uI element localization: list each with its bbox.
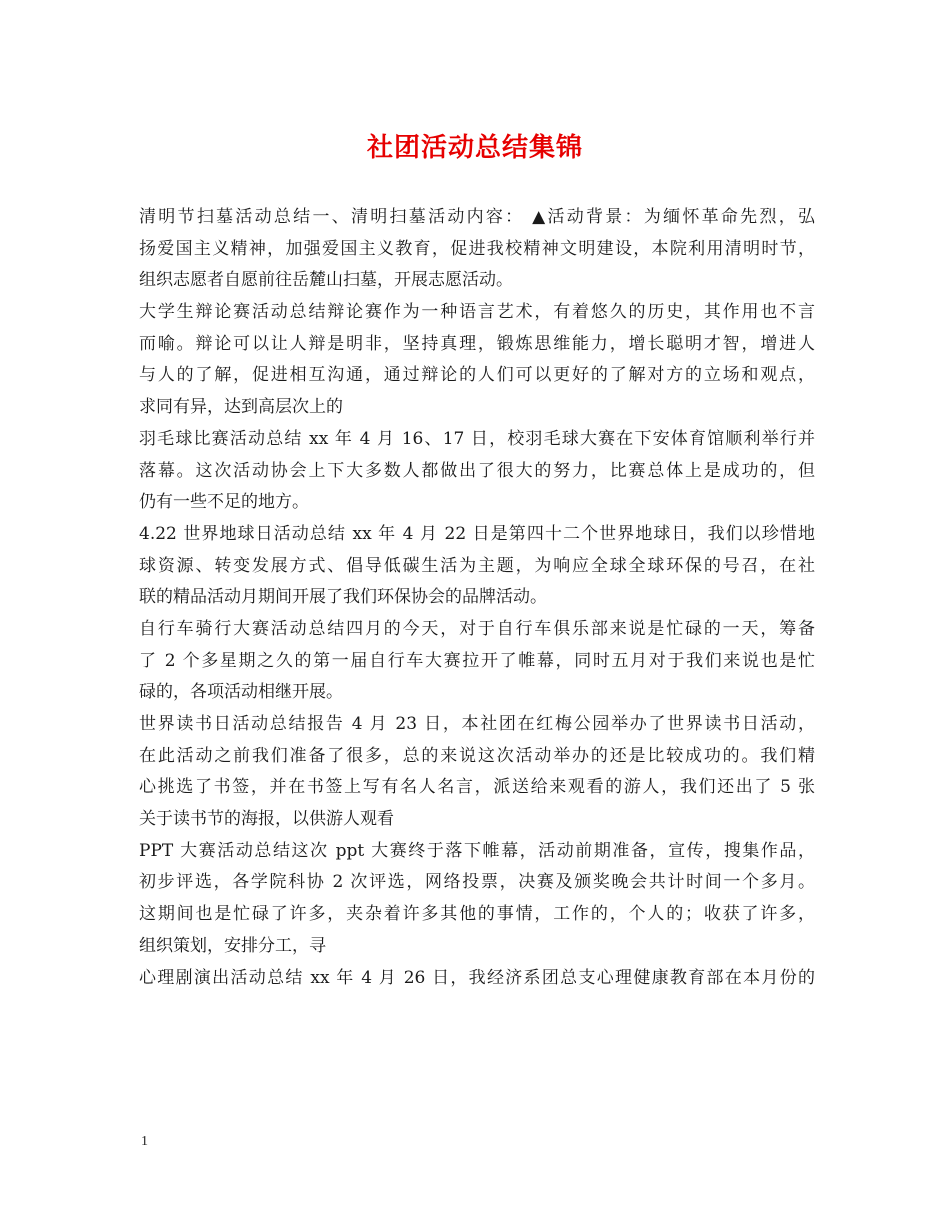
text-line: 世界读书日活动总结报告 4 月 23 日，本社团在红梅公园举办了世界读书日活动，	[139, 714, 815, 734]
text-line: 碌的，各项活动相继开展。	[139, 682, 343, 703]
text-line: PPT 大赛活动总结这次 ppt 大赛终于落下帷幕，活动前期准备，宣传，搜集作品，	[139, 840, 815, 861]
text-line: 仍有一些不足的地方。	[139, 492, 309, 513]
text-line: 4.22 世界地球日活动总结 xx 年 4 月 22 日是第四十二个世界地球日，我们以珍惜地	[139, 523, 815, 544]
text-line: 了 2 个多星期之久的第一届自行车大赛拉开了帷幕，同时五月对于我们来说也是忙	[139, 650, 815, 671]
paragraph-qingming	[139, 202, 815, 297]
text-line: 求同有异，达到高层次上的	[139, 397, 343, 418]
paragraph-ppt-contest	[139, 836, 815, 963]
paragraph-cycling	[139, 614, 815, 709]
text-line: 初步评选，各学院科协 2 次评选，网络投票，决赛及颁奖晚会共计时间一个多月。	[139, 872, 815, 893]
text-line: 自行车骑行大赛活动总结四月的今天，对于自行车俱乐部来说是忙碌的一天，筹备	[139, 618, 815, 639]
text-line: 心理剧演出活动总结 xx 年 4 月 26 日，我经济系团总支心理健康教育部在本月份的	[139, 967, 815, 988]
text-line: 这期间也是忙碌了许多，夹杂着许多其他的事情，工作的，个人的；收获了许多，	[139, 904, 815, 925]
text-line: 组织志愿者自愿前往岳麓山扫墓，开展志愿活动。	[139, 270, 513, 291]
document-body	[139, 202, 815, 994]
text-line: 大学生辩论赛活动总结辩论赛作为一种语言艺术，有着悠久的历史，其作用也不言	[139, 302, 815, 323]
text-line: 落幕。这次活动协会上下大多数人都做出了很大的努力，比赛总体上是成功的，但	[139, 460, 815, 481]
paragraph-psychodrama	[139, 963, 815, 995]
text-line: 心挑选了书签，并在书签上写有名人名言，派送给来观看的游人，我们还出了 5 张	[139, 777, 815, 798]
document-title: 社团活动总结集锦	[366, 133, 583, 163]
text-line: 扬爱国主义精神，加强爱国主义教育，促进我校精神文明建设，本院利用清明时节，	[139, 238, 815, 259]
paragraph-badminton	[139, 424, 815, 519]
text-line: 组织策划，安排分工，寻	[139, 935, 326, 956]
paragraph-debate	[139, 297, 815, 424]
text-line: 关于读书节的海报，以供游人观看	[139, 809, 394, 830]
paragraph-earth-day	[139, 519, 815, 614]
text-line: 球资源、转变发展方式、倡导低碳生活为主题，为响应全球全球环保的号召，在社	[139, 555, 815, 576]
text-line: 而喻。辩论可以让人辩是明非，坚持真理，锻炼思维能力，增长聪明才智，增进人	[139, 333, 815, 354]
paragraph-reading-day	[139, 709, 815, 836]
page-number: 1	[141, 1134, 148, 1149]
text-line: 联的精品活动月期间开展了我们环保协会的品牌活动。	[139, 587, 547, 608]
text-line: 与人的了解，促进相互沟通，通过辩论的人们可以更好的了解对方的立场和观点，	[139, 365, 815, 386]
text-line: 羽毛球比赛活动总结 xx 年 4 月 16、17 日，校羽毛球大赛在下安体育馆顺利举行并	[139, 428, 815, 449]
text-line: 清明节扫墓活动总结一、清明扫墓活动内容： ▲活动背景：为缅怀革命先烈，弘	[139, 207, 815, 227]
text-line: 在此活动之前我们准备了很多，总的来说这次活动举办的还是比较成功的。我们精	[139, 745, 815, 766]
